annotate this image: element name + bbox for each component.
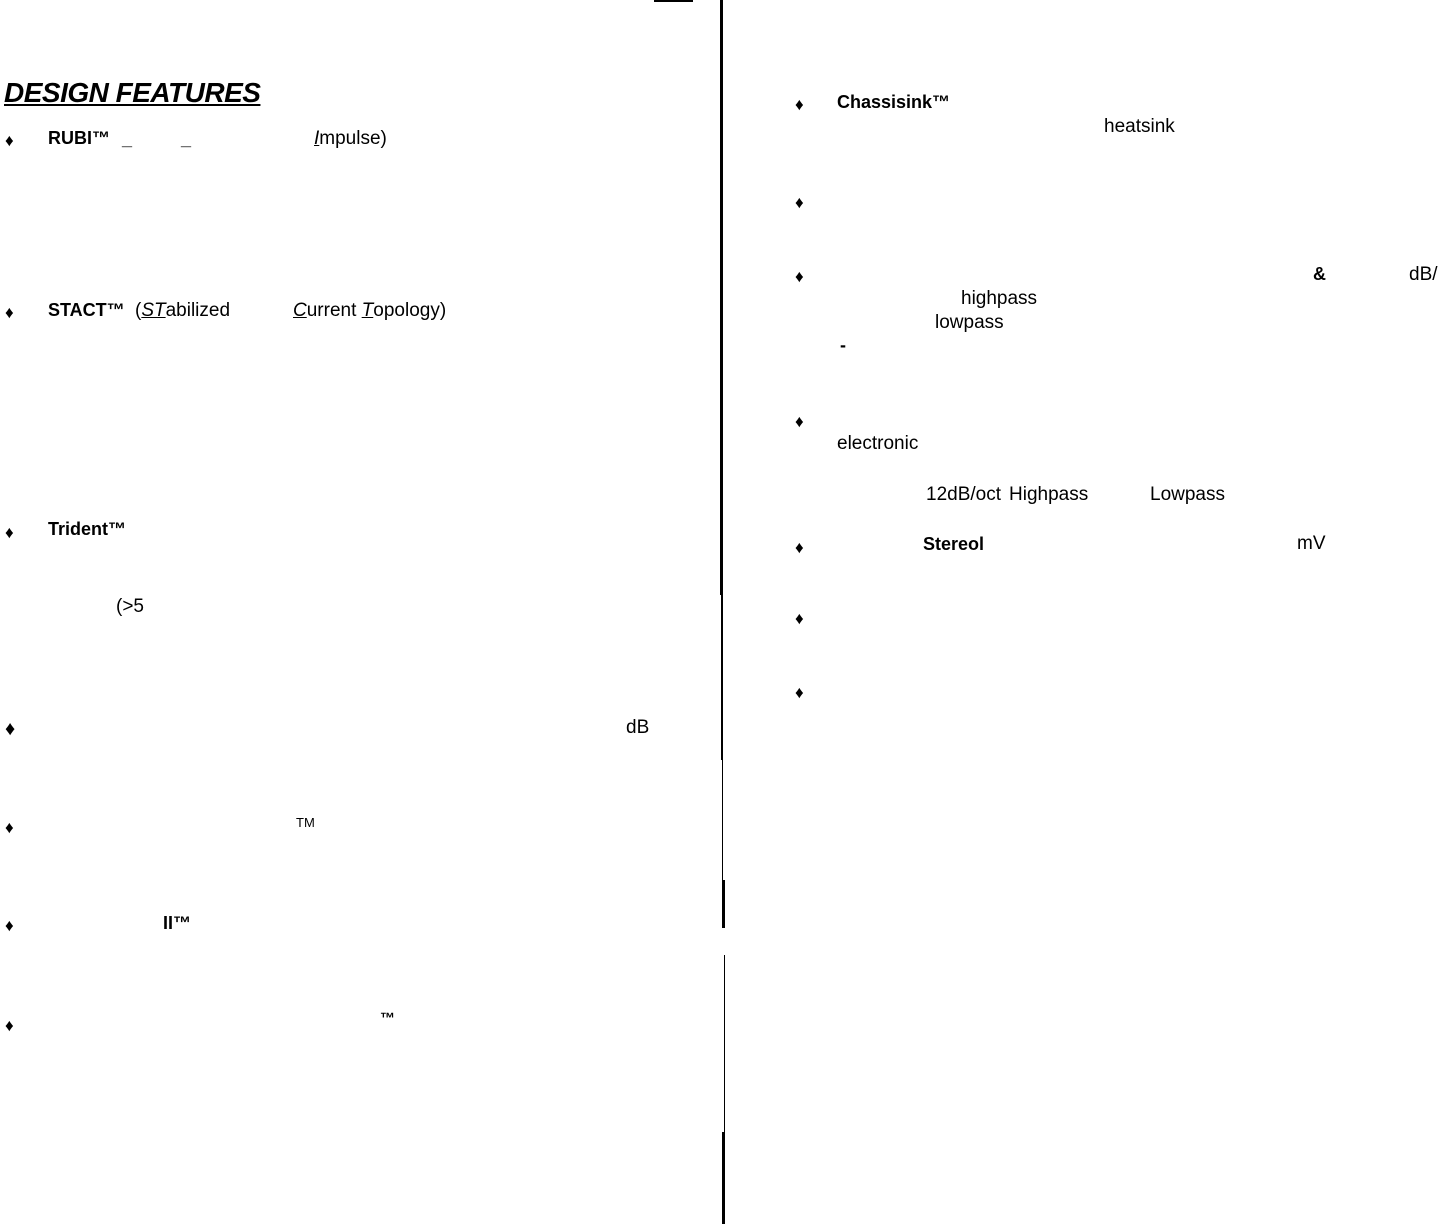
item5-trademark: TM <box>296 815 315 830</box>
column-divider-low <box>722 880 725 928</box>
stereo-feature-name: Stereol <box>923 534 985 554</box>
stact-urrent: urrent <box>306 300 357 321</box>
stact-feature-name: STACT™ <box>48 300 125 320</box>
electronic-lowpass-text: Lowpass <box>1150 484 1225 505</box>
column-divider-upper <box>721 595 723 760</box>
bullet-icon: ♦ <box>5 718 16 740</box>
stereo-unit-text: mV <box>1297 533 1326 554</box>
bullet-icon: ♦ <box>795 412 804 431</box>
rubi-impulse-rest: mpulse) <box>319 128 387 149</box>
page-title: DESIGN FEATURES <box>4 77 261 108</box>
column-divider-bottom <box>722 1132 725 1224</box>
bullet-icon: ♦ <box>795 95 804 114</box>
bullet-icon: ♦ <box>5 916 14 935</box>
rubi-impulse-initial: I <box>314 128 320 149</box>
crossover-highpass-text: highpass <box>961 288 1038 309</box>
rubi-feature-name: RUBI™ <box>48 128 110 148</box>
bullet-icon: ♦ <box>795 609 804 628</box>
electronic-slope-text: 12dB/oct <box>926 484 1001 505</box>
stact-opology: opology) <box>373 300 447 321</box>
bullet-icon: ♦ <box>795 193 804 212</box>
column-divider-mid <box>722 760 723 880</box>
item4-unit: dB <box>626 717 650 738</box>
column-divider-top <box>720 0 723 595</box>
crossover-db-text: dB/ <box>1409 264 1438 285</box>
header-rule <box>654 0 693 2</box>
stact-abilized: abilized <box>165 300 231 321</box>
stact-st-initials: ST <box>141 300 166 321</box>
column-divider-thin <box>724 955 725 1132</box>
bullet-icon: ♦ <box>795 683 804 702</box>
rubi-underscore-2: _ <box>181 129 192 149</box>
bullet-icon: ♦ <box>795 267 804 286</box>
stact-current-topology-text <box>293 301 446 320</box>
stact-open-paren: ( <box>135 300 142 321</box>
crossover-ampersand: & <box>1313 264 1326 284</box>
bullet-icon: ♦ <box>5 1016 14 1035</box>
rubi-impulse-text <box>314 129 387 148</box>
chassisink-heatsink-text: heatsink <box>1104 116 1175 137</box>
chassisink-feature-name: Chassisink™ <box>837 92 951 112</box>
trident-feature-name: Trident™ <box>48 519 127 539</box>
electronic-highpass-text: Highpass <box>1009 484 1089 505</box>
bullet-icon: ♦ <box>5 131 14 150</box>
trident-fragment: (>5 <box>116 596 144 617</box>
bullet-icon: ♦ <box>795 538 804 557</box>
item7-trademark: ™ <box>380 1010 395 1027</box>
bullet-icon: ♦ <box>5 523 14 542</box>
electronic-text: electronic <box>837 433 919 454</box>
rubi-underscore-1: _ <box>122 129 133 149</box>
item6-label: II™ <box>163 913 192 933</box>
crossover-dash: - <box>840 335 846 355</box>
crossover-lowpass-text: lowpass <box>935 312 1004 333</box>
stact-stabilized-text <box>135 301 230 320</box>
stact-t-initial: T <box>361 300 374 321</box>
bullet-icon: ♦ <box>5 818 14 837</box>
bullet-icon: ♦ <box>5 303 14 322</box>
stact-c-initial: C <box>293 300 307 321</box>
